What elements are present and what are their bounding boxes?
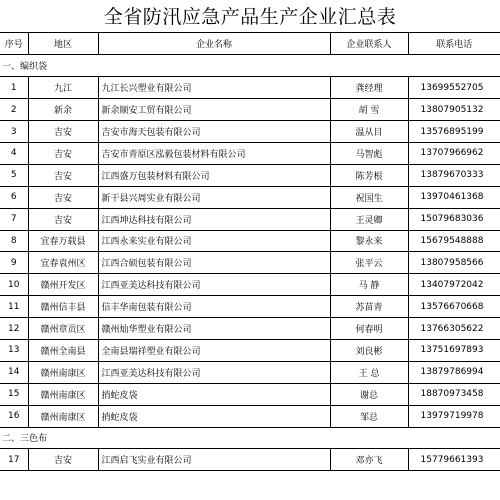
- section-label: 一、编织袋: [0, 55, 98, 77]
- row-contact: 何春明: [330, 318, 408, 340]
- header-contact: 企业联系人: [330, 33, 408, 55]
- row-company: 江西合硕包装有限公司: [98, 252, 330, 274]
- row-company: 江西永来实业有限公司: [98, 230, 330, 252]
- row-region: 新余: [28, 99, 98, 121]
- row-contact: 王灵卿: [330, 208, 408, 230]
- row-contact: 邹总: [330, 405, 408, 427]
- row-phone: 13970461368: [408, 186, 500, 208]
- row-company: 吉安市海天包装有限公司: [98, 121, 330, 143]
- row-phone: 13807905132: [408, 99, 500, 121]
- table-row: [0, 99, 500, 121]
- header-row: [0, 33, 500, 55]
- row-number: 4: [0, 142, 28, 164]
- row-region: 吉安: [28, 164, 98, 186]
- row-phone: 13707966962: [408, 142, 500, 164]
- row-company: 江西亚美达科技有限公司: [98, 274, 330, 296]
- row-company: 新余顺安工贸有限公司: [98, 99, 330, 121]
- table-row: [0, 77, 500, 99]
- row-region: 赣州信丰县: [28, 296, 98, 318]
- row-number: 17: [0, 449, 28, 471]
- row-company: 九江长兴塑业有限公司: [98, 77, 330, 99]
- row-phone: 13979719978: [408, 405, 500, 427]
- section-row: [0, 427, 500, 449]
- row-number: 16: [0, 405, 28, 427]
- row-number: 14: [0, 361, 28, 383]
- table-row: [0, 405, 500, 427]
- row-contact: 谢总: [330, 383, 408, 405]
- row-phone: 15679548888: [408, 230, 500, 252]
- row-company: 捎蛇皮袋: [98, 383, 330, 405]
- table-row: [0, 361, 500, 383]
- row-region: 赣州全南县: [28, 339, 98, 361]
- row-contact: 祝国生: [330, 186, 408, 208]
- header-phone: 联系电话: [408, 33, 500, 55]
- header-company: 企业名称: [98, 33, 330, 55]
- row-number: 12: [0, 318, 28, 340]
- section-row: [0, 55, 500, 77]
- row-region: 吉安: [28, 121, 98, 143]
- row-number: 1: [0, 77, 28, 99]
- section-blank: [98, 55, 500, 77]
- row-number: 5: [0, 164, 28, 186]
- row-phone: 13576895199: [408, 121, 500, 143]
- table-row: [0, 164, 500, 186]
- row-contact: 龚经理: [330, 77, 408, 99]
- row-contact: 黎永来: [330, 230, 408, 252]
- table-row: [0, 296, 500, 318]
- row-phone: 13879786994: [408, 361, 500, 383]
- row-contact: 邓亦飞: [330, 449, 408, 471]
- row-company: 赣州灿华塑业有限公司: [98, 318, 330, 340]
- table-row: [0, 142, 500, 164]
- row-number: 9: [0, 252, 28, 274]
- row-number: 10: [0, 274, 28, 296]
- row-company: 江西盛万包装材料有限公司: [98, 164, 330, 186]
- row-company: 吉安市青原区泓毅包装材料有限公司: [98, 142, 330, 164]
- row-company: 江西启飞实业有限公司: [98, 449, 330, 471]
- row-number: 15: [0, 383, 28, 405]
- row-region: 宜春万载县: [28, 230, 98, 252]
- row-phone: 13766305622: [408, 318, 500, 340]
- row-phone: 18870973458: [408, 383, 500, 405]
- row-contact: 陈芳根: [330, 164, 408, 186]
- section-blank: [98, 427, 500, 449]
- row-number: 11: [0, 296, 28, 318]
- document-title: 全省防汛应急产品生产企业汇总表: [0, 0, 500, 33]
- row-phone: 13576670668: [408, 296, 500, 318]
- table-row: [0, 383, 500, 405]
- row-contact: 王 总: [330, 361, 408, 383]
- row-company: 全南县瑞祥塑业有限公司: [98, 339, 330, 361]
- row-company: 信丰华南包装有限公司: [98, 296, 330, 318]
- row-region: 赣州开发区: [28, 274, 98, 296]
- row-region: 宜春袁州区: [28, 252, 98, 274]
- row-number: 13: [0, 339, 28, 361]
- row-region: 吉安: [28, 208, 98, 230]
- row-contact: 胡 雪: [330, 99, 408, 121]
- row-company: 江西亚美达科技有限公司: [98, 361, 330, 383]
- row-number: 7: [0, 208, 28, 230]
- row-contact: 温从目: [330, 121, 408, 143]
- row-company: 新干县兴周实业有限公司: [98, 186, 330, 208]
- table-row: [0, 186, 500, 208]
- row-region: 吉安: [28, 142, 98, 164]
- row-company: 捎蛇皮袋: [98, 405, 330, 427]
- enterprise-table: [0, 33, 500, 471]
- row-phone: 13751697893: [408, 339, 500, 361]
- row-contact: 刘良彬: [330, 339, 408, 361]
- table-row: [0, 208, 500, 230]
- table-row: [0, 230, 500, 252]
- row-region: 九江: [28, 77, 98, 99]
- row-number: 6: [0, 186, 28, 208]
- table-row: [0, 252, 500, 274]
- row-phone: 15079683036: [408, 208, 500, 230]
- row-region: 吉安: [28, 449, 98, 471]
- row-contact: 张平云: [330, 252, 408, 274]
- header-no: 序号: [0, 33, 28, 55]
- row-phone: 13407972042: [408, 274, 500, 296]
- section-label: 二、三色布: [0, 427, 98, 449]
- table-row: [0, 121, 500, 143]
- row-contact: 马智彪: [330, 142, 408, 164]
- table-row: [0, 449, 500, 471]
- row-contact: 马 静: [330, 274, 408, 296]
- row-phone: 15779661393: [408, 449, 500, 471]
- row-number: 2: [0, 99, 28, 121]
- row-company: 江西坤达科技有限公司: [98, 208, 330, 230]
- row-region: 吉安: [28, 186, 98, 208]
- row-number: 3: [0, 121, 28, 143]
- row-number: 8: [0, 230, 28, 252]
- row-region: 赣州南康区: [28, 361, 98, 383]
- row-region: 赣州南康区: [28, 405, 98, 427]
- table-row: [0, 339, 500, 361]
- table-row: [0, 318, 500, 340]
- row-phone: 13699552705: [408, 77, 500, 99]
- table-row: [0, 274, 500, 296]
- row-phone: 13807958566: [408, 252, 500, 274]
- row-contact: 苏苗青: [330, 296, 408, 318]
- row-region: 赣州章贡区: [28, 318, 98, 340]
- row-phone: 13879670333: [408, 164, 500, 186]
- header-region: 地区: [28, 33, 98, 55]
- row-region: 赣州南康区: [28, 383, 98, 405]
